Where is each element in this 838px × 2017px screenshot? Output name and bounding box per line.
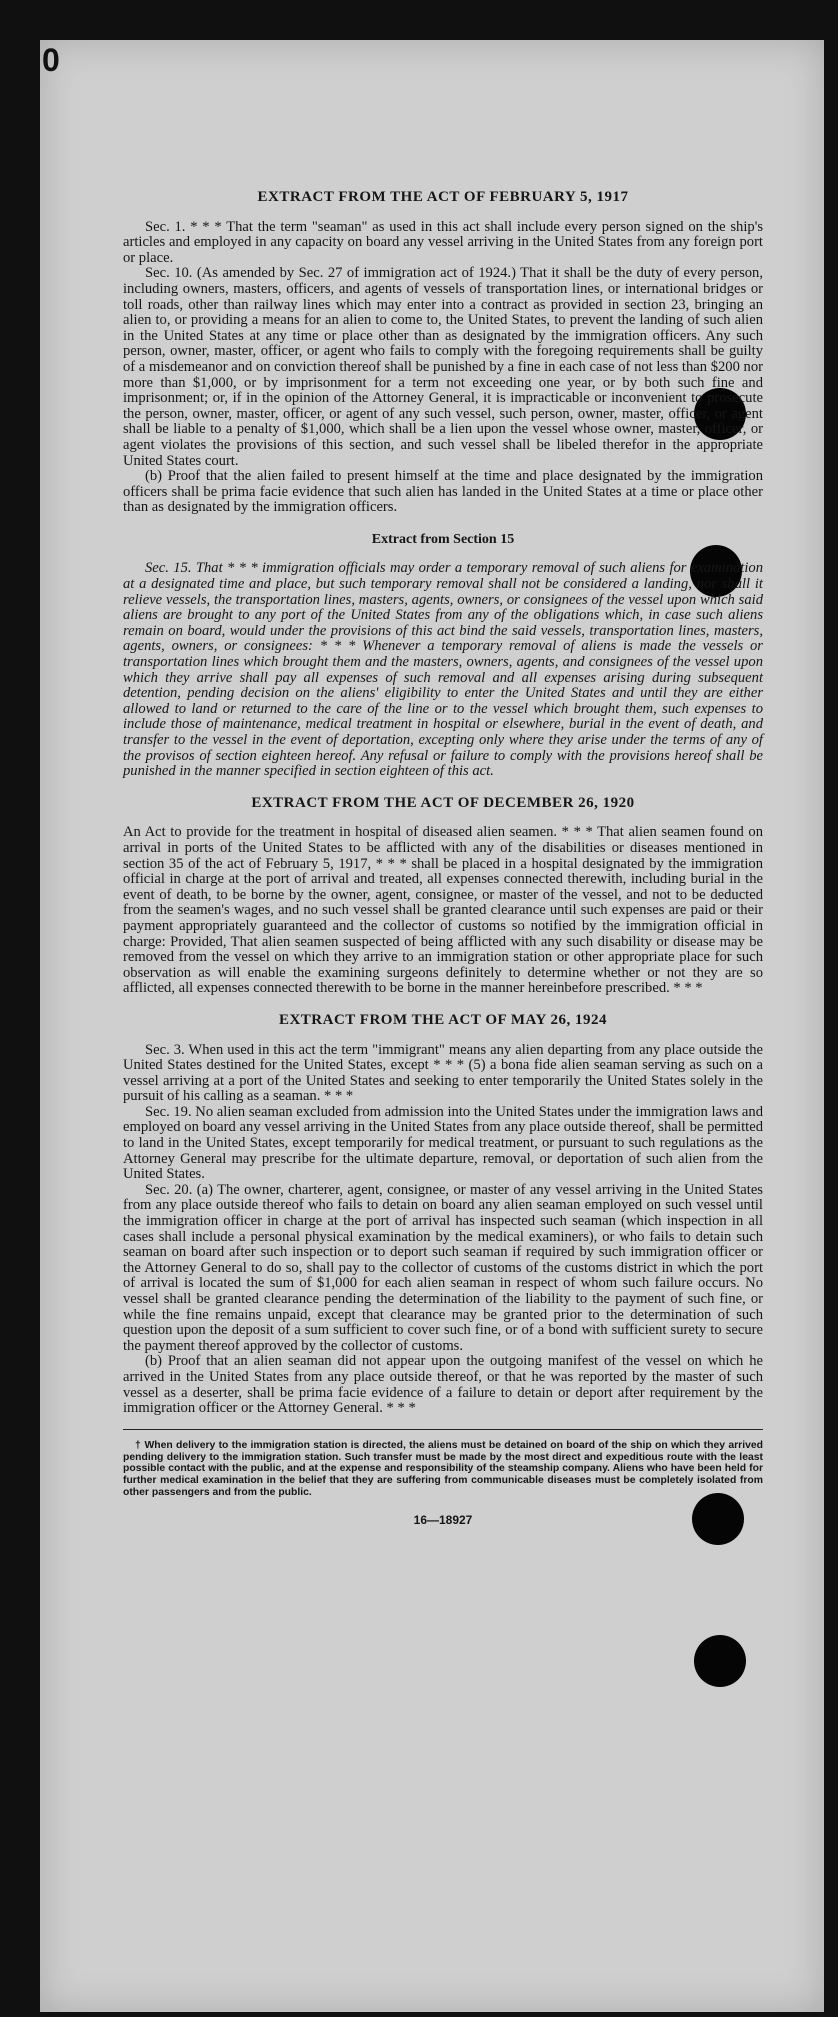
paragraph-sec-20: Sec. 20. (a) The owner, charterer, agent, consignee, or master of any vessel arriving in the United States from any place outside thereof who fails to detain on board any alien seaman employed on such vessel until the immigration officer in charge at the port of arrival has inspected such seaman (which inspection in all cases shall include a personal physical examination by the medical examiners), or who fails to detain such seaman on board after such inspection or to deport such seaman if required by such immigration officer or the Attorney General to do so, shall pay to the collector of customs of the customs district in which the port of arrival is located the sum of $1,000 for each alien seaman in respect of whom such failure occurs. No vessel shall be granted clearance pending the determination of the liability to the payment of such fine, or while the fine remains unpaid, except that clearance may be granted prior to the determination of such question upon the deposit of a sum sufficient to cover such fine, or of a bond with sufficient surety to secure the payment thereof approved by the collector of customs. (123, 1181, 763, 1354)
heading-section-15: Extract from Section 15 (371, 531, 515, 547)
corner-mark: 0 (42, 42, 60, 78)
punch-hole-4 (694, 1635, 746, 1687)
section-extract-15 (123, 532, 763, 780)
paragraph-sec-19: Sec. 19. No alien seaman excluded from admission into the United States under the immigration laws and employed on board any vessel arriving in the United States from any place outside thereof, shall be permitted to land in the United States, except temporarily for medical treatment, or pursuant to such regulations as the Attorney General may prescribe for the ultimate departure, removal, or deportation of such alien from the United States. (123, 1103, 763, 1183)
document-page (40, 40, 824, 2012)
footnote-divider (123, 1429, 763, 1430)
form-number: 16—18927 (413, 1512, 473, 1527)
section-act-1920 (123, 796, 763, 997)
heading-act-1920: EXTRACT FROM THE ACT OF DECEMBER 26, 1920 (251, 794, 635, 811)
paragraph-sec-20-b: (b) Proof that an alien seaman did not appear upon the outgoing manifest of the vessel on which he arrived in the United States from any place outside thereof, or that he was reported by the master of such vessel as a deserter, shall be prima facie evidence of a failure to detain or deport after requirement by the immigration officer or the Attorney General. * * * (123, 1353, 763, 1417)
section-act-1917 (123, 190, 763, 516)
footnote-text: † When delivery to the immigration station is directed, the aliens must be detained on board of the ship on which they arrived pending delivery to the immigration station. Such transfer must be made by the most direct and expeditious route with the least possible contact with the public, and at the expense and responsibility of the steamship company. Aliens who have been held for further medical examination in the belief that they are suffering from communicable diseases must be completely isolated from other passengers and from the public. (123, 1439, 763, 1498)
paragraph-proof-b: (b) Proof that the alien failed to present himself at the time and place designated by the immigration officers shall be prima facie evidence that such alien has landed in the United States at a time or place other than as designated by the immigration officers. (123, 468, 763, 516)
footnote (123, 1440, 763, 1499)
paragraph-sec-3: Sec. 3. When used in this act the term "immigrant" means any alien departing from any place outside the United States destined for the United States, except * * * (5) a bona fide alien seaman serving as such on a vessel arriving at a port of the United States and seeking to enter temporarily the United States solely in the pursuit of his calling as a seaman. * * * (123, 1041, 763, 1105)
paragraph-sec-1: Sec. 1. * * * That the term "seaman" as used in this act shall include every person signed on the ship's articles and employed in any capacity on board any vessel arriving in the United States from any foreign port or place. (123, 218, 763, 266)
section-act-1924 (123, 1013, 763, 1417)
heading-act-1917: EXTRACT FROM THE ACT OF FEBRUARY 5, 1917 (257, 189, 629, 205)
paragraph-sec-15: Sec. 15. That * * * immigration officials may order a temporary removal of such aliens for examination at a designated time and place, but such temporary removal shall not be considered a landing, nor shall it relieve vessels, the transportation lines, masters, agents, owners, or consignees of the vessel upon which said aliens are brought to any port of the United States from any of the obligations which, in case such aliens remain on board, would under the provisions of this act bind the said vessels, transportation lines, masters, agents, owners, or consignees: * * * Whenever a temporary removal of aliens is made the vessels or transportation lines which brought them and the masters, owners, agents, and consignees of the vessel upon which they arrive shall pay all expenses of such removal and all expenses arising during subsequent detention, pending decision on the aliens' eligibility to enter the United States and until they are either allowed to land or returned to the care of the line or to the vessel which brought them, such expenses to include those of maintenance, medical treatment in hospital or elsewhere, burial in the event of death, and transfer to the vessel in the event of deportation, excepting only where they arise under the terms of any of the provisos of section eighteen hereof. Any refusal or failure to comply with the provisions hereof shall be punished in the manner specified in section eighteen of this act. (123, 560, 763, 780)
paragraph-sec-10: Sec. 10. (As amended by Sec. 27 of immigration act of 1924.) That it shall be the duty of every person, including owners, masters, officers, and agents of vessels of transportation lines, or international bridges or toll roads, other than railway lines which may enter into a contract as provided in section 23, bringing an alien to, or providing a means for an alien to come to, the United States, to prevent the landing of such alien in the United States at any time or place other than as designated by the immigration officers. Any such person, owner, master, officer, or agent who fails to comply with the foregoing requirements shall be guilty of a misdemeanor and on conviction thereof shall be punished by a fine in each case of not less than $200 nor more than $1,000, or by imprisonment for a term not exceeding one year, or by both such fine and imprisonment; or, if in the opinion of the Attorney General, it is impracticable or inconvenient to prosecute the person, owner, master, officer, or agent of any such vessel, such person, owner, master, officer, or agent shall be liable to a penalty of $1,000, which shall be a lien upon the vessel whose owner, master, officer, or agent violates the provisions of this section, and such vessel shall be libeled therefor in the appropriate United States court. (123, 265, 763, 469)
document-body (123, 190, 763, 1528)
heading-act-1924: EXTRACT FROM THE ACT OF MAY 26, 1924 (278, 1011, 608, 1028)
paragraph-act-1920: An Act to provide for the treatment in hospital of diseased alien seamen. * * * That alien seamen found on arrival in ports of the United States to be afflicted with any of the disabilities or diseases mentioned in section 35 of the act of February 5, 1917, * * * shall be placed in a hospital designated by the immigration official in charge at the port of arrival and treated, all expenses connected therewith, including burial in the event of death, to be borne by the owner, agent, consignee, or master of the vessel, and not to be deducted from the seamen's wages, and no such vessel shall be granted clearance until such expenses are paid or their payment appropriately guaranteed and the collector of customs so notified by the immigration official in charge: Provided, That alien seamen suspected of being afflicted with any such disability or disease may be removed from the vessel on which they arrive to an immigration station or other appropriate place for such observation as will enable the examining surgeons definitely to determine whether or not they are so afflicted, all expenses connected therewith to be borne in the manner hereinbefore prescribed. * * * (123, 824, 763, 997)
